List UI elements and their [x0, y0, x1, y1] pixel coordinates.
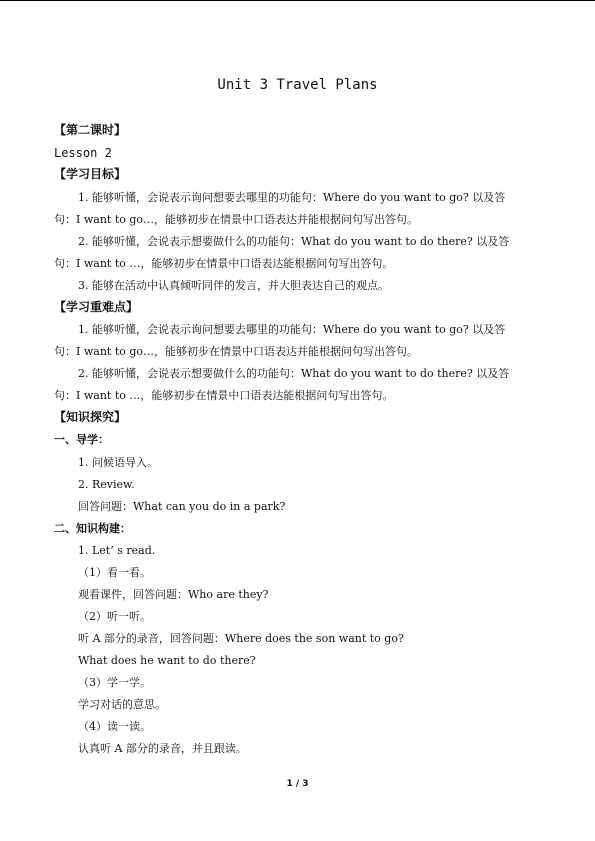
key-point-2-line-1: 2. 能够听懂，会说表示想要做什么的功能句：What do you want to do there? 以及答: [78, 367, 510, 380]
objective-1-line-2: 句：I want to go…，能够初步在情景中口语表达并能根据问句写出答句。: [54, 213, 419, 226]
step-listen-task-2: What does he want to do there?: [78, 654, 256, 667]
subsection-knowledge-building: 二、知识构建：: [54, 522, 131, 535]
key-point-2-line-2: 句：I want to …，能够初步在情景中口语表达能根据问句写出答句。: [54, 389, 394, 402]
step-look-task: 观看课件，回答问题：Who are they?: [78, 588, 269, 601]
document-title: Unit 3 Travel Plans: [217, 77, 378, 93]
guide-question: 回答问题：What can you do in a park?: [78, 500, 286, 513]
page-number: 1 / 3: [286, 779, 309, 789]
section-heading-exploration: 【知识探究】: [54, 410, 127, 424]
key-point-1-line-1: 1. 能够听懂，会说表示询问想要去哪里的功能句：Where do you want to go? 以及答: [78, 323, 506, 336]
section-heading-lesson-period: 【第二课时】: [54, 123, 127, 137]
key-point-1-line-2: 句：I want to go…，能够初步在情景中口语表达并能根据问句写出答句。: [54, 345, 419, 358]
guide-item-2: 2. Review.: [78, 478, 135, 491]
objective-3: 3. 能够在活动中认真倾听同伴的发言，并大胆表达自己的观点。: [78, 279, 389, 292]
step-learn: （3）学一学。: [78, 676, 151, 689]
step-read: （4）读一读。: [78, 720, 151, 733]
step-look: （1）看一看。: [78, 566, 151, 579]
step-read-task: 认真听 A 部分的录音，并且跟读。: [78, 742, 247, 755]
lesson-label: Lesson 2: [54, 146, 112, 160]
page-top-rule: [0, 0, 595, 1]
section-heading-objectives: 【学习目标】: [54, 167, 127, 181]
section-heading-key-points: 【学习重难点】: [54, 300, 139, 314]
guide-item-1: 1. 问候语导入。: [78, 456, 158, 469]
step-listen: （2）听一听。: [78, 610, 151, 623]
step-listen-task-1: 听 A 部分的录音，回答问题：Where does the son want to go?: [78, 632, 404, 645]
subsection-guide: 一、导学：: [54, 433, 109, 446]
objective-2-line-2: 句：I want to …，能够初步在情景中口语表达能根据问句写出答句。: [54, 257, 394, 270]
objective-1-line-1: 1. 能够听懂，会说表示询问想要去哪里的功能句：Where do you want to go? 以及答: [78, 191, 506, 204]
objective-2-line-1: 2. 能够听懂，会说表示想要做什么的功能句：What do you want to do there? 以及答: [78, 235, 510, 248]
step-learn-task: 学习对话的意思。: [78, 698, 166, 711]
activity-lets-read: 1. Let’ s read.: [78, 544, 156, 557]
